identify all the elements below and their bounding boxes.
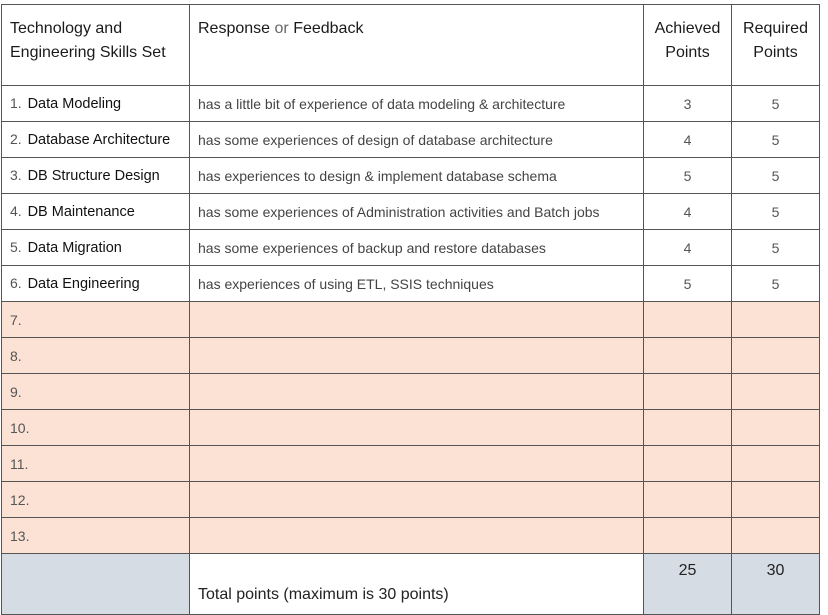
achieved-points-cell	[644, 518, 732, 554]
achieved-points-cell: 4	[644, 230, 732, 266]
table-row	[2, 194, 820, 230]
skill-name: Data Modeling	[27, 96, 122, 112]
skill-cell	[2, 86, 190, 122]
response-cell	[190, 410, 644, 446]
response-cell	[190, 482, 644, 518]
row-index: 8.	[2, 338, 190, 374]
response-cell	[190, 374, 644, 410]
required-points-cell	[732, 338, 820, 374]
row-index: 4.	[10, 203, 22, 219]
skill-name: DB Structure Design	[27, 168, 160, 184]
achieved-points-cell	[644, 410, 732, 446]
row-index: 13.	[2, 518, 190, 554]
row-index: 1.	[10, 95, 22, 111]
header-response-word: Response	[198, 20, 271, 37]
empty-row	[2, 518, 820, 554]
required-points-cell	[732, 446, 820, 482]
response-cell	[190, 302, 644, 338]
header-skills-set: Technology and Engineering Skills Set	[2, 5, 190, 86]
table-row	[2, 86, 820, 122]
total-label: Total points (maximum is 30 points)	[190, 554, 644, 615]
achieved-points-cell	[644, 338, 732, 374]
required-points-cell: 5	[732, 122, 820, 158]
total-achieved-points: 25	[644, 554, 732, 615]
response-cell: has experiences to design & implement database schema	[190, 158, 644, 194]
row-index: 10.	[2, 410, 190, 446]
row-index: 2.	[10, 131, 22, 147]
skill-cell	[2, 266, 190, 302]
empty-row	[2, 338, 820, 374]
row-index: 3.	[10, 167, 22, 183]
achieved-points-cell: 4	[644, 194, 732, 230]
skill-cell	[2, 194, 190, 230]
empty-row	[2, 410, 820, 446]
total-blank-cell	[2, 554, 190, 615]
header-required-points: Required Points	[732, 5, 820, 86]
achieved-points-cell	[644, 302, 732, 338]
achieved-points-cell: 4	[644, 122, 732, 158]
row-index: 9.	[2, 374, 190, 410]
row-index: 6.	[10, 275, 22, 291]
row-index: 5.	[10, 239, 22, 255]
required-points-cell: 5	[732, 266, 820, 302]
header-achieved-points: Achieved Points	[644, 5, 732, 86]
empty-row	[2, 374, 820, 410]
skill-cell	[2, 158, 190, 194]
achieved-points-cell: 3	[644, 86, 732, 122]
response-cell	[190, 446, 644, 482]
response-cell: has some experiences of design of database architecture	[190, 122, 644, 158]
skill-cell	[2, 230, 190, 266]
empty-row	[2, 446, 820, 482]
required-points-cell	[732, 482, 820, 518]
response-cell: has experiences of using ETL, SSIS techniques	[190, 266, 644, 302]
total-required-points: 30	[732, 554, 820, 615]
response-cell	[190, 338, 644, 374]
row-index: 7.	[2, 302, 190, 338]
header-response-feedback	[190, 5, 644, 86]
required-points-cell	[732, 374, 820, 410]
achieved-points-cell	[644, 482, 732, 518]
row-index: 12.	[2, 482, 190, 518]
required-points-cell	[732, 410, 820, 446]
response-cell: has some experiences of backup and restore databases	[190, 230, 644, 266]
achieved-points-cell: 5	[644, 266, 732, 302]
response-cell: has some experiences of Administration activities and Batch jobs	[190, 194, 644, 230]
total-row	[2, 554, 820, 615]
response-cell: has a little bit of experience of data modeling & architecture	[190, 86, 644, 122]
achieved-points-cell	[644, 374, 732, 410]
achieved-points-cell: 5	[644, 158, 732, 194]
skill-name: Data Migration	[27, 240, 122, 256]
required-points-cell: 5	[732, 194, 820, 230]
required-points-cell	[732, 302, 820, 338]
skill-name: Database Architecture	[27, 132, 171, 148]
achieved-points-cell	[644, 446, 732, 482]
response-cell	[190, 518, 644, 554]
required-points-cell: 5	[732, 158, 820, 194]
table-row	[2, 230, 820, 266]
table-header-row	[2, 5, 820, 86]
empty-row	[2, 302, 820, 338]
skill-cell	[2, 122, 190, 158]
required-points-cell: 5	[732, 230, 820, 266]
row-index: 11.	[2, 446, 190, 482]
skill-name: Data Engineering	[27, 276, 140, 292]
required-points-cell: 5	[732, 86, 820, 122]
table-row	[2, 122, 820, 158]
skills-table	[1, 4, 820, 615]
table-row	[2, 266, 820, 302]
empty-row	[2, 482, 820, 518]
table-row	[2, 158, 820, 194]
required-points-cell	[732, 518, 820, 554]
header-or-word: or	[274, 20, 289, 37]
header-feedback-word: Feedback	[293, 20, 364, 37]
skill-name: DB Maintenance	[27, 204, 135, 220]
